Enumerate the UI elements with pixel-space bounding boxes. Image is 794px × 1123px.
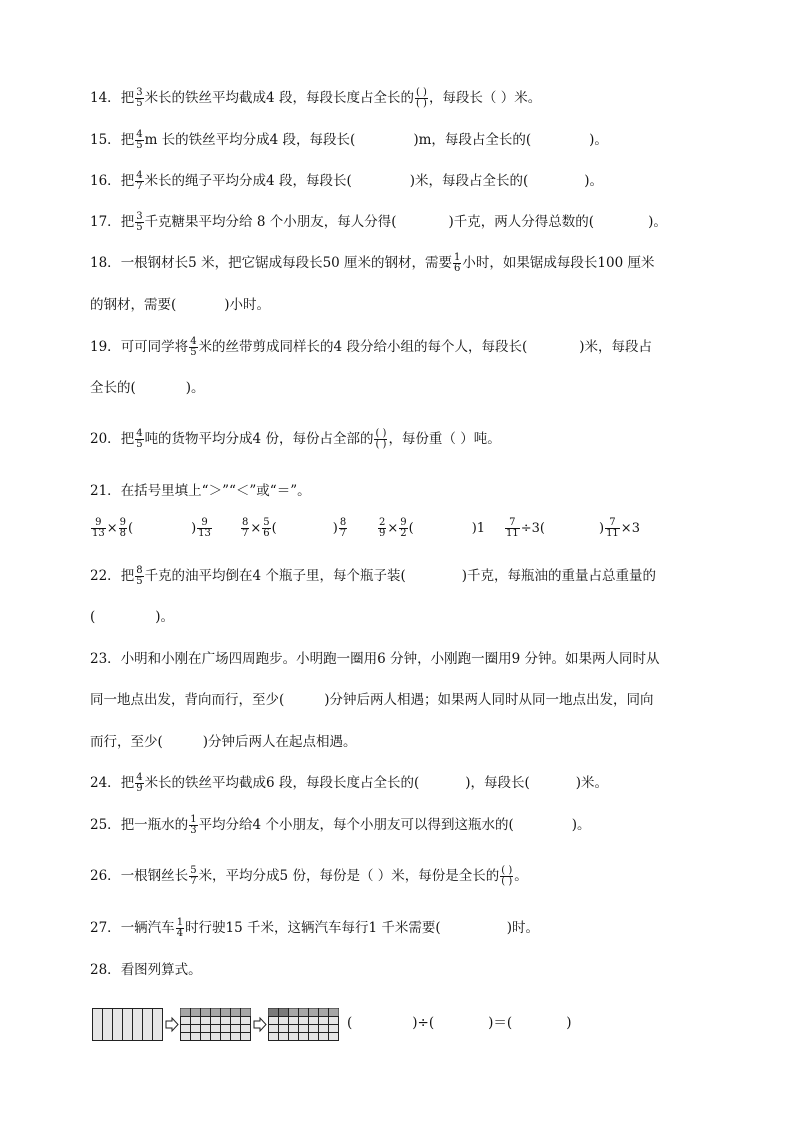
answer-fraction-blank[interactable]: ( ) ( )	[375, 428, 387, 450]
answer-fraction-blank[interactable]: ( ) ( )	[501, 865, 513, 887]
question-18: 18．一根钢材长5 米，把它锯成每段长50 厘米的钢材，需要 $\frac{1}{6}$ 小时，如果锯成每段长100 厘米	[90, 252, 655, 274]
question-19: 19．可可同学将 $\frac{4}{5}$ 米的丝带剪成同样长的4 段分给小组的每个人，每段长( )米，每段占	[90, 336, 652, 358]
fraction-diagram	[92, 1006, 352, 1048]
question-17: 17．把 $\frac{3}{5}$ 千克糖果平均分给 8 个小朋友，每人分得( )千克，两人分得总数的( )。	[90, 211, 667, 233]
arrow-icon	[166, 1018, 178, 1031]
question-23: 23．小明和小刚在广场四周跑步。小明跑一圈用6 分钟，小刚跑一圈用9 分钟。如果两人同时从	[90, 651, 660, 667]
fraction: $\frac{4}{5}$	[190, 336, 197, 358]
question-27: 27．一辆汽车 $\frac{1}{4}$ 时行驶15 千米，这辆汽车每行1 千米需要( )时。	[90, 917, 539, 939]
question-number: 14．	[90, 90, 121, 106]
question-16: 16．把 $\frac{4}{7}$ 米长的绳子平均分成4 段，每段长( )米，每段占全长的( )。	[90, 170, 604, 192]
question-22-line-2: ( )。	[90, 609, 175, 625]
fraction: $\frac{4}{5}$	[136, 428, 143, 450]
equation-row: ( )÷( )＝( )	[347, 1015, 572, 1031]
question-14: 14．把 $\frac{3}{5}$ 米长的铁丝平均截成4 段，每段长度占全长的 ( ) ( ) ，每段长（ ）米。	[90, 87, 542, 109]
question-23-line-3: 而行，至少( )分钟后两人在起点相遇。	[90, 734, 357, 750]
question-28: 28．看图列算式。	[90, 962, 202, 978]
fraction: $\frac{5}{7}$	[190, 865, 197, 887]
question-26: 26．一根钢丝长 $\frac{5}{7}$ 米，平均分成5 份，每份是（ ）米，每份是全长的 ( ) ( ) 。	[90, 865, 528, 887]
question-18-line-2: 的钢材，需要( )小时。	[90, 297, 271, 313]
question-24: 24．把 $\frac{4}{9}$ 米长的铁丝平均截成6 段，每段长度占全长的( )，每段长( )米。	[90, 772, 609, 794]
question-22: 22．把 $\frac{8}{5}$ 千克的油平均倒在4 个瓶子里，每个瓶子装( )千克，每瓶油的重量占总重量的	[90, 565, 656, 587]
comparison-item-3: $\frac{2}{9}$ × $\frac{9}{2}$ ( )1	[379, 517, 486, 539]
comparison-item-2: $\frac{8}{7}$ × $\frac{5}{6}$ ( ) $\frac{8}{7}$	[242, 517, 347, 539]
fraction: $\frac{4}{5}$	[136, 129, 143, 151]
diagram-grid-1	[181, 1009, 251, 1041]
question-25: 25．把一瓶水的 $\frac{1}{3}$ 平均分给4 个小朋友，每个小朋友可以得到这瓶水的( )。	[90, 814, 591, 836]
fraction-diagram-svg	[92, 1006, 352, 1044]
comparison-item-4: $\frac{7}{11}$ ÷3( ) $\frac{7}{11}$ ×3	[506, 517, 640, 539]
question-15: 15．把 $\frac{4}{5}$ m 长的铁丝平均分成4 段，每段长( )m，每段占全长的( )。	[90, 129, 608, 151]
fraction: $\frac{8}{5}$	[136, 565, 143, 587]
answer-blank-text: ，每段长（ ）米。	[428, 90, 542, 106]
question-19-line-2: 全长的( )。	[90, 380, 205, 396]
fraction: $\frac{4}{9}$	[136, 772, 143, 794]
question-21: 21．在括号里填上“＞”“＜”或“＝”。	[90, 483, 311, 499]
fraction: $\frac{1}{6}$	[454, 252, 461, 274]
answer-fraction-blank[interactable]: ( ) ( )	[415, 87, 427, 109]
fraction: $\frac{3}{5}$	[136, 211, 143, 233]
fraction: $\frac{3}{5}$	[136, 87, 143, 109]
fraction: $\frac{1}{4}$	[176, 917, 184, 939]
fraction: $\frac{1}{3}$	[190, 814, 197, 836]
diagram-grid-2	[269, 1009, 339, 1041]
arrow-icon	[254, 1018, 266, 1031]
diagram-whole-sevenths	[93, 1009, 163, 1041]
question-20: 20．把 $\frac{4}{5}$ 吨的货物平均分成4 份，每份占全部的 ( ) ( ) ，每份重（ ）吨。	[90, 428, 501, 450]
comparison-item-1: $\frac{9}{13}$ × $\frac{9}{8}$ ( ) $\frac{9}{13}$	[92, 517, 211, 539]
fraction: $\frac{4}{7}$	[136, 170, 143, 192]
question-23-line-2: 同一地点出发，背向而行，至少( )分钟后两人相遇；如果两人同时从同一地点出发，同向	[90, 692, 654, 708]
